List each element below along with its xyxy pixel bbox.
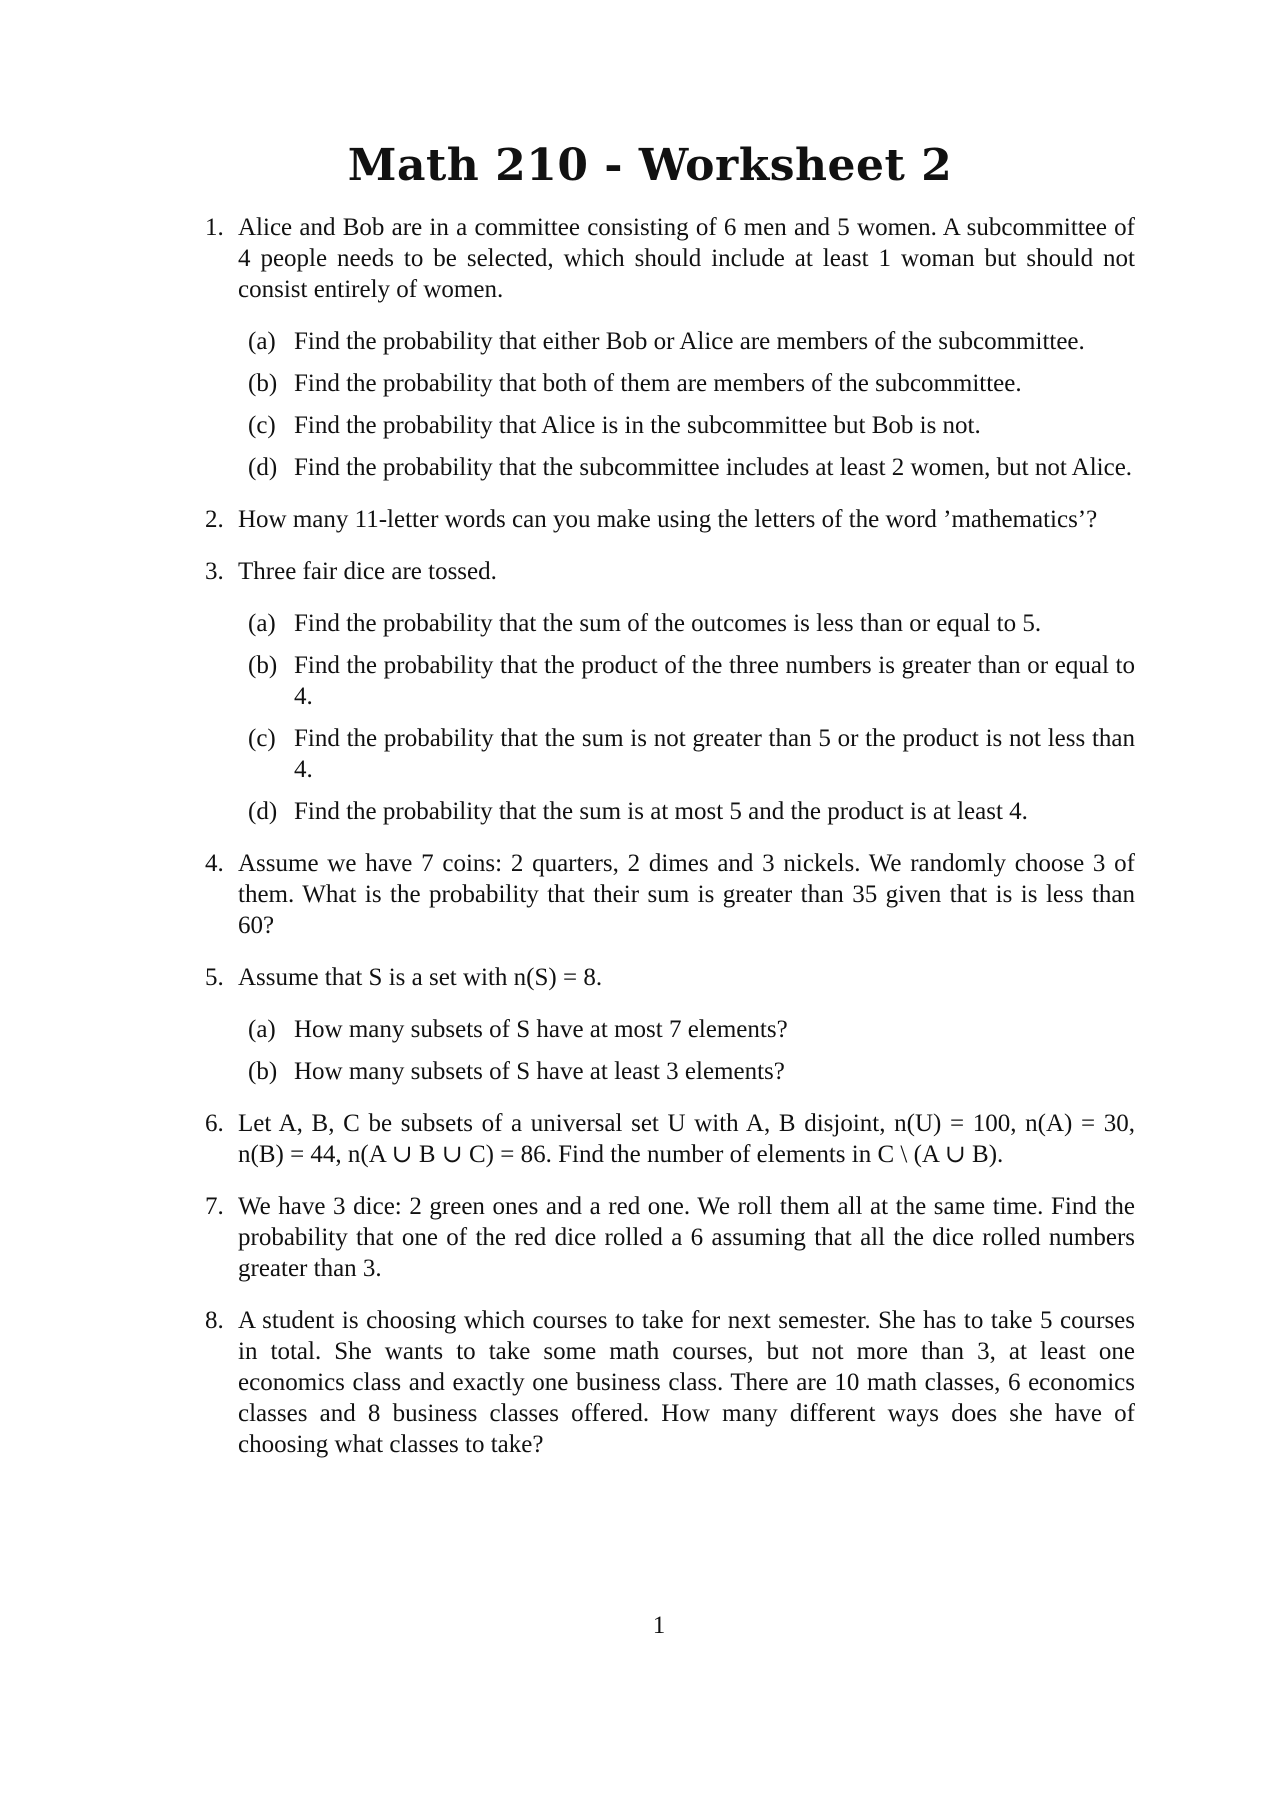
problem-6 xyxy=(205,1108,1135,1170)
sub-question-list xyxy=(238,326,1135,483)
problem-text: We have 3 dice: 2 green ones and a red one. We roll them all at the same time. Find the probability that one of the red dice rolled a 6 assuming that all the dice rolled numbers greater than 3. xyxy=(238,1193,1135,1282)
page-number: 1 xyxy=(652,1612,666,1639)
sub-question-text: Find the probability that the sum is at most 5 and the product is at least 4. xyxy=(294,798,1028,825)
sub-question-label: (c) xyxy=(248,725,276,752)
problem-list xyxy=(205,212,1135,1460)
sub-question xyxy=(238,1014,1135,1045)
sub-question xyxy=(238,650,1135,712)
problem-text: Assume that S is a set with n(S) = 8. xyxy=(238,964,603,991)
sub-question-text: Find the probability that both of them are members of the subcommittee. xyxy=(294,370,1022,397)
sub-question xyxy=(238,452,1135,483)
problem-number: 3. xyxy=(205,558,224,585)
sub-question-text: Find the probability that the sum is not greater than 5 or the product is not less than 4. xyxy=(294,725,1135,783)
sub-question-list xyxy=(238,608,1135,827)
sub-question-label: (a) xyxy=(248,1016,276,1043)
problem-text: How many 11-letter words can you make using the letters of the word ’mathematics’? xyxy=(238,506,1098,533)
problem-3 xyxy=(205,556,1135,827)
sub-question-label: (b) xyxy=(248,1058,278,1085)
sub-question-label: (a) xyxy=(248,610,276,637)
sub-question xyxy=(238,796,1135,827)
problem-number: 5. xyxy=(205,964,224,991)
sub-question-label: (d) xyxy=(248,798,278,825)
problem-text: A student is choosing which courses to take for next semester. She has to take 5 courses in total. She wants to take some math courses, but not more than 3, at least one economics class and exactly one business class. There are 10 math classes, 6 economics classes and 8 business classes offered. How many different ways does she have of choosing what classes to take? xyxy=(238,1307,1135,1458)
sub-question xyxy=(238,1056,1135,1087)
sub-question xyxy=(238,410,1135,441)
sub-question xyxy=(238,608,1135,639)
sub-question-text: Find the probability that the product of the three numbers is greater than or equal to 4. xyxy=(294,652,1135,710)
problem-5 xyxy=(205,962,1135,1087)
problem-number: 2. xyxy=(205,506,224,533)
sub-question-text: Find the probability that Alice is in the subcommittee but Bob is not. xyxy=(294,412,981,439)
problem-number: 8. xyxy=(205,1307,224,1334)
sub-question-label: (d) xyxy=(248,454,278,481)
problem-7 xyxy=(205,1191,1135,1284)
problem-text: Let A, B, C be subsets of a universal set U with A, B disjoint, n(U) = 100, n(A) = 30, n(B) = 44, n(A ∪ B ∪ C) = 86. Find the number of elements in C \ (A ∪ B). xyxy=(238,1110,1135,1168)
sub-question xyxy=(238,723,1135,785)
sub-question xyxy=(238,326,1135,357)
problem-number: 1. xyxy=(205,214,224,241)
problem-4 xyxy=(205,848,1135,941)
sub-question xyxy=(238,368,1135,399)
problem-text: Alice and Bob are in a committee consisting of 6 men and 5 women. A subcommittee of 4 people needs to be selected, which should include at least 1 woman but should not consist entirely of women. xyxy=(238,214,1135,303)
sub-question-text: How many subsets of S have at most 7 elements? xyxy=(294,1016,788,1043)
problem-8 xyxy=(205,1305,1135,1460)
problem-list-container xyxy=(205,212,1135,1481)
problem-2 xyxy=(205,504,1135,535)
sub-question-label: (c) xyxy=(248,412,276,439)
problem-number: 7. xyxy=(205,1193,224,1220)
sub-question-list xyxy=(238,1014,1135,1087)
sub-question-text: Find the probability that either Bob or Alice are members of the subcommittee. xyxy=(294,328,1085,355)
problem-number: 4. xyxy=(205,850,224,877)
sub-question-text: How many subsets of S have at least 3 elements? xyxy=(294,1058,785,1085)
page-title: Math 210 - Worksheet 2 xyxy=(347,140,953,191)
problem-text: Assume we have 7 coins: 2 quarters, 2 dimes and 3 nickels. We randomly choose 3 of them. What is the probability that their sum is greater than 35 given that is is less than 60? xyxy=(238,850,1135,939)
sub-question-text: Find the probability that the subcommittee includes at least 2 women, but not Alice. xyxy=(294,454,1133,481)
problem-number: 6. xyxy=(205,1110,224,1137)
sub-question-label: (b) xyxy=(248,370,278,397)
problem-1 xyxy=(205,212,1135,483)
sub-question-text: Find the probability that the sum of the outcomes is less than or equal to 5. xyxy=(294,610,1042,637)
sub-question-label: (a) xyxy=(248,328,276,355)
problem-text: Three fair dice are tossed. xyxy=(238,558,497,585)
sub-question-label: (b) xyxy=(248,652,278,679)
